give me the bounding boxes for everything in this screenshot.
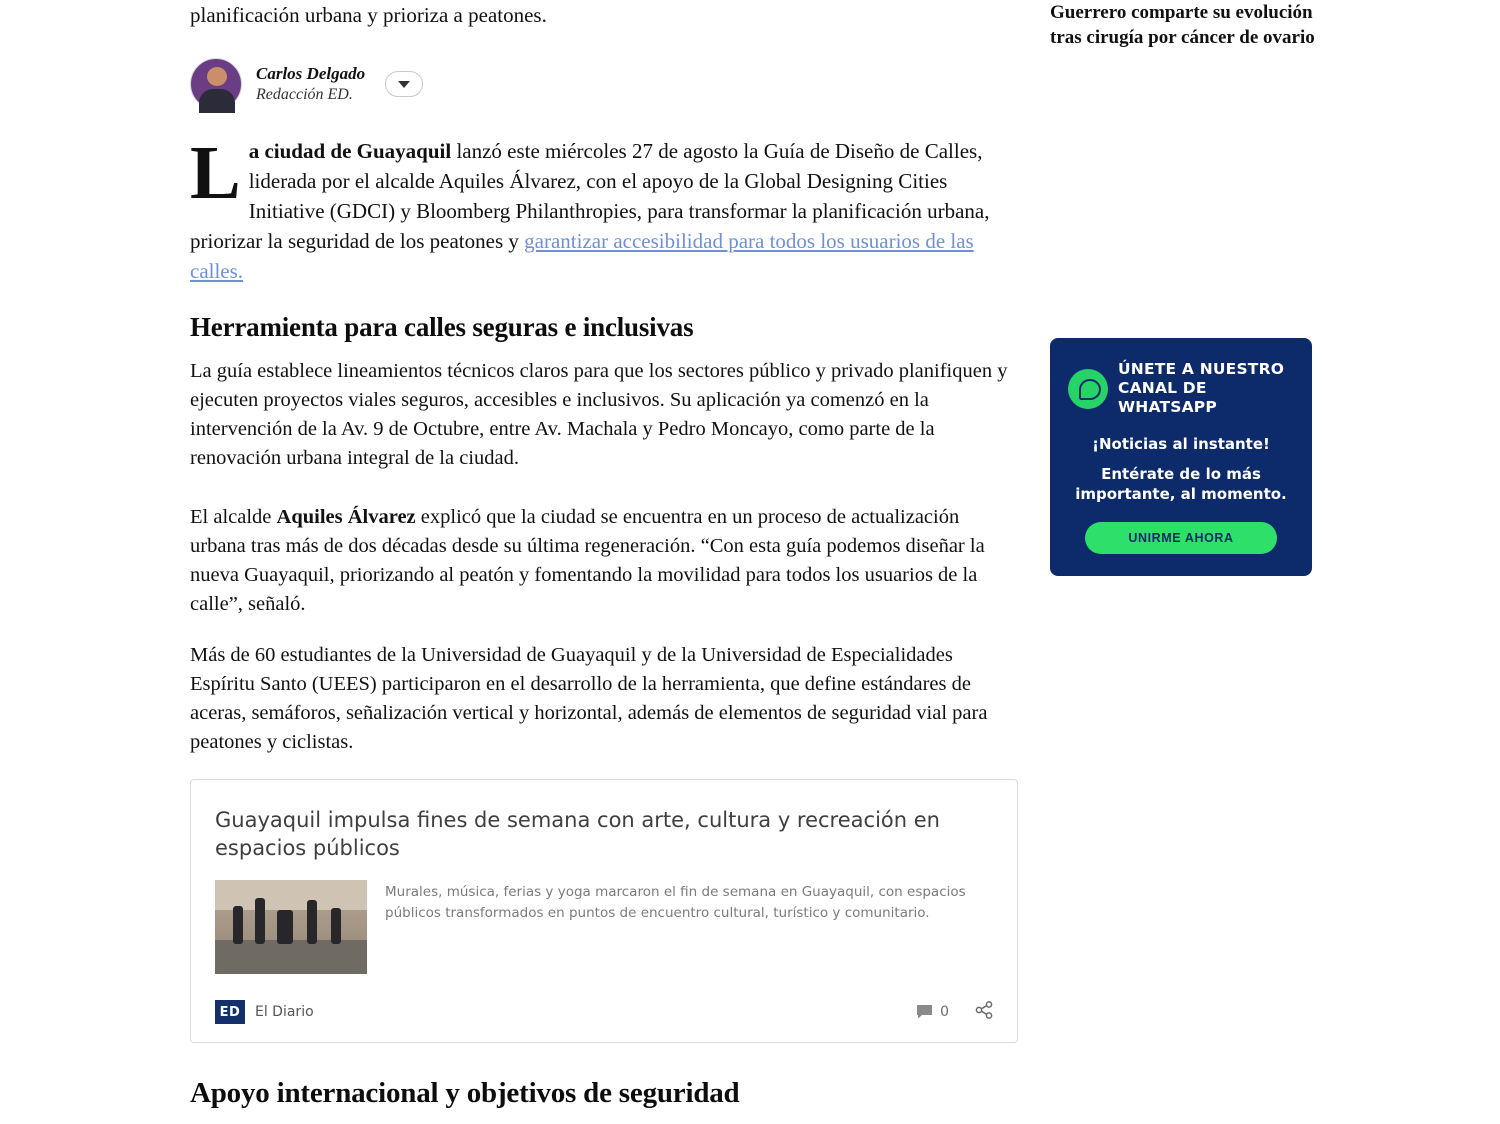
source-name: El Diario [255, 1004, 314, 1020]
inline-link[interactable]: garantizar accesibilidad para todos los usuarios de las calles. [190, 229, 974, 283]
section1-paragraph-1: La guía establece lineamientos técnicos claros para que los sectores público y privado planifiquen y ejecuten proyectos viales seguros, accesibles e inclusivos. Su aplicación ya comenzó en la intervención de la Av. 9 de Octubre, entre Av. Machala y Pedro Moncayo, como parte de la renovación urbana integral de la ciudad. [190, 360, 1008, 469]
sidebar-rail [1050, 0, 1320, 576]
embedded-article-card[interactable] [190, 779, 1018, 1043]
lede-tail-text: planificación urbana y prioriza a peatones. [190, 3, 547, 27]
p2-pre: El alcalde [190, 506, 277, 528]
whatsapp-sub2-line2: importante, al momento. [1075, 485, 1287, 503]
lead-paragraph [190, 131, 1010, 286]
rail-headline[interactable]: Guerrero comparte su evolución tras cirugía por cáncer de ovario [1050, 2, 1315, 48]
thumb-figure [233, 906, 243, 944]
comment-icon [916, 1004, 933, 1020]
embed-description: Murales, música, ferias y yoga marcaron el fin de semana en Guayaquil, con espacios públicos transformados en puntos de encuentro cultural, turístico y comunitario. [385, 884, 966, 921]
article-column [190, 0, 1010, 1124]
byline-text [256, 63, 365, 104]
whatsapp-icon [1068, 369, 1108, 409]
drop-cap: L [190, 131, 241, 215]
thumb-floor [215, 940, 367, 974]
embed-actions [916, 1001, 993, 1024]
byline [190, 58, 1010, 110]
whatsapp-join-button[interactable]: UNIRME AHORA [1085, 522, 1277, 554]
section-heading-2: Apoyo internacional y objetivos de seguridad [190, 1077, 740, 1109]
section1-paragraph-3: Más de 60 estudiantes de la Universidad de Guayaquil y de la Universidad de Especialidades Espíritu Santo (UEES) participaron en el desarrollo de la herramienta, que define estándares de aceras, semáforos, señalización vertical y horizontal, además de elementos de seguridad vial para peatones y ciclistas. [190, 644, 988, 753]
byline-expand-button[interactable] [385, 71, 423, 97]
comment-count: 0 [940, 1004, 949, 1020]
whatsapp-subtitle-2 [1068, 464, 1294, 504]
share-icon [975, 1001, 993, 1019]
author-role: Redacción ED. [256, 85, 353, 103]
embed-thumbnail[interactable] [215, 880, 367, 974]
whatsapp-title-line2: CANAL DE WHATSAPP [1118, 379, 1217, 416]
whatsapp-promo-header [1068, 360, 1294, 417]
lead-text: lanzó este miércoles 27 de agosto la Guía de Diseño de Calles, liderada por el alcalde Aquiles Álvarez, con el apoyo de la Global Designing Cities Initiative (GDCI) y Bloomberg Philanthropies, para transformar la planificación urbana, priorizar la seguridad de los peatones y [190, 139, 990, 253]
whatsapp-title-line1: ÚNETE A NUESTRO [1118, 360, 1285, 378]
embed-footer [215, 1000, 993, 1024]
section-heading-1: Herramienta para calles seguras e inclusivas [190, 312, 694, 342]
whatsapp-promo-card[interactable] [1050, 338, 1312, 576]
whatsapp-promo-title [1118, 360, 1294, 417]
thumb-figure [331, 908, 341, 944]
author-name[interactable]: Carlos Delgado [256, 64, 366, 84]
p2-post: explicó que la ciudad se encuentra en un proceso de actualización urbana tras más de dos décadas desde su última regeneración. “Con esta guía podemos diseñar la nueva Guayaquil, priorizando al peatón y fomentando la movilidad para todos los usuarios de la calle”, señaló. [190, 506, 985, 615]
whatsapp-subtitle-1: ¡Noticias al instante! [1092, 435, 1270, 453]
share-button[interactable] [975, 1001, 993, 1024]
section1-paragraph-2 [190, 503, 1010, 619]
thumb-figure [255, 898, 265, 944]
source-logo: ED [215, 1000, 245, 1024]
thumb-figure [307, 900, 317, 944]
thumb-figure [277, 910, 293, 944]
chevron-down-icon [398, 81, 410, 88]
whatsapp-sub2-line1: Entérate de lo más [1101, 465, 1261, 483]
avatar [190, 58, 242, 110]
comment-button[interactable] [916, 1004, 949, 1020]
embed-title[interactable]: Guayaquil impulsa fines de semana con arte, cultura y recreación en espacios públicos [215, 808, 940, 860]
p2-bold: Aquiles Álvarez [276, 506, 416, 528]
embed-body [215, 880, 993, 974]
lead-bold: a ciudad de Guayaquil [248, 139, 452, 163]
